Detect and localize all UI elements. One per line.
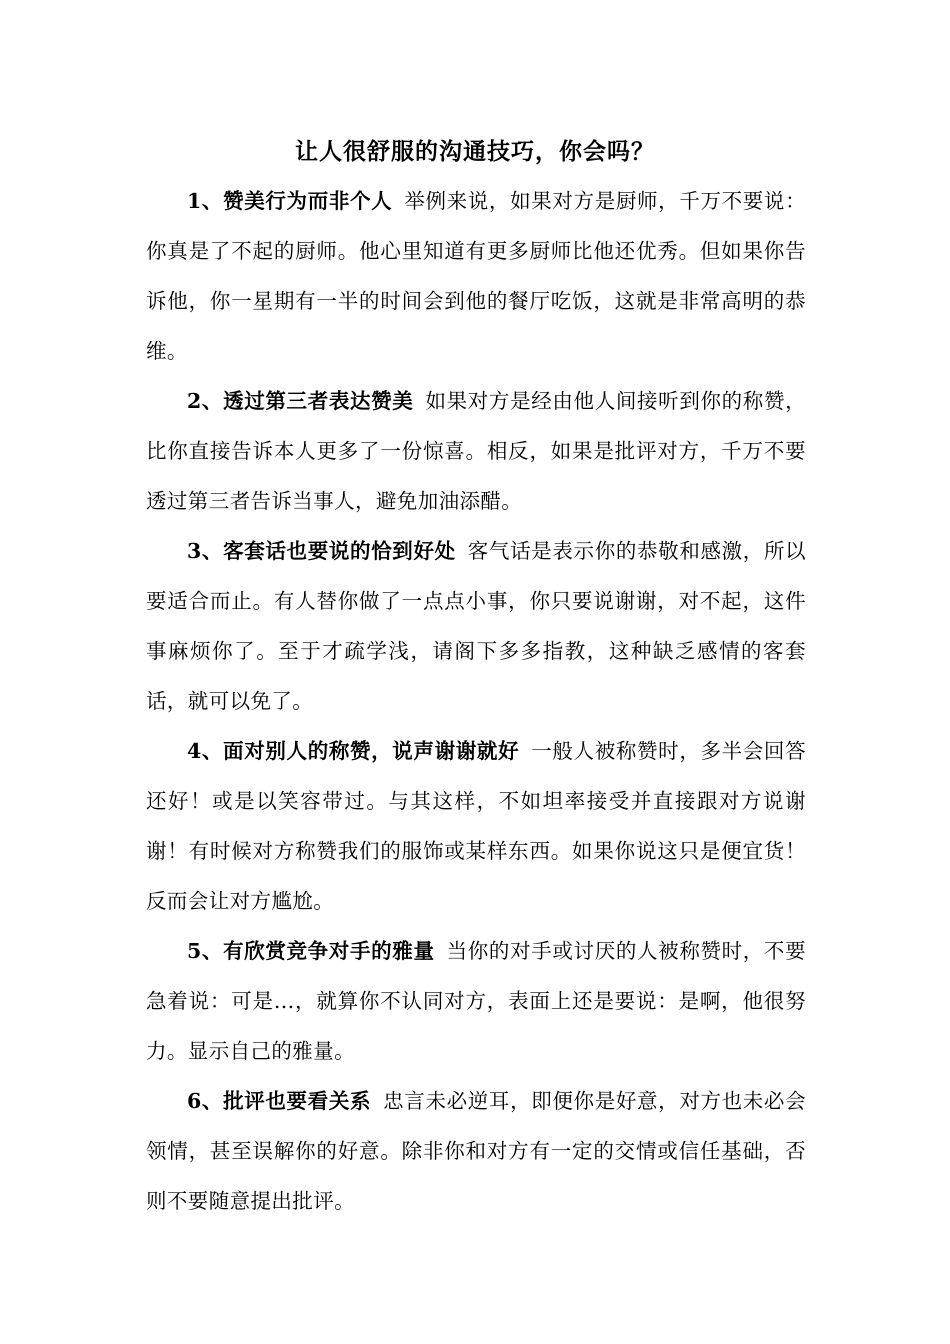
section-1-heading: 1、赞美行为而非个人 [187,189,393,213]
section-3-text: 客气话是表示你的恭敬和感激，所以要适合而止。有人替你做了一点点小事，你只要说谢谢，对不起，这件事麻烦你了。至于才疏学浅，请阁下多多指教，这种缺乏感情的客套话，就可以免了。 [146,539,806,713]
document-body [146,176,806,1226]
section-4 [146,726,806,926]
section-3 [146,526,806,726]
section-5-heading: 5、有欣赏竞争对手的雅量 [187,939,435,963]
document-title: 让人很舒服的沟通技巧，你会吗？ [295,138,655,165]
section-3-heading: 3、客套话也要说的恰到好处 [187,539,456,563]
section-4-text: 一般人被称赞时，多半会回答还好！或是以笑容带过。与其这样，不如坦率接受并直接跟对方说谢谢！有时候对方称赞我们的服饰或某样东西。如果你说这只是便宜货！反而会让对方尴尬。 [146,739,806,913]
section-2-text: 如果对方是经由他人间接听到你的称赞，比你直接告诉本人更多了一份惊喜。相反，如果是批评对方，千万不要透过第三者告诉当事人，避免加油添醋。 [146,389,806,513]
section-6-text: 忠言未必逆耳，即便你是好意，对方也未必会领情，甚至误解你的好意。除非你和对方有一定的交情或信任基础，否则不要随意提出批评。 [146,1089,806,1213]
section-2 [146,376,806,526]
section-5 [146,926,806,1076]
section-2-heading: 2、透过第三者表达赞美 [187,389,414,413]
section-6 [146,1076,806,1226]
section-1-text: 举例来说，如果对方是厨师，千万不要说：你真是了不起的厨师。他心里知道有更多厨师比他还优秀。但如果你告诉他，你一星期有一半的时间会到他的餐厅吃饭，这就是非常高明的恭维。 [146,189,806,363]
section-6-heading: 6、批评也要看关系 [187,1089,372,1113]
section-5-text: 当你的对手或讨厌的人被称赞时，不要急着说：可是...，就算你不认同对方，表面上还是要说：是啊，他很努力。显示自己的雅量。 [146,939,806,1063]
section-1 [146,176,806,376]
section-4-heading: 4、面对别人的称赞，说声谢谢就好 [187,739,520,763]
